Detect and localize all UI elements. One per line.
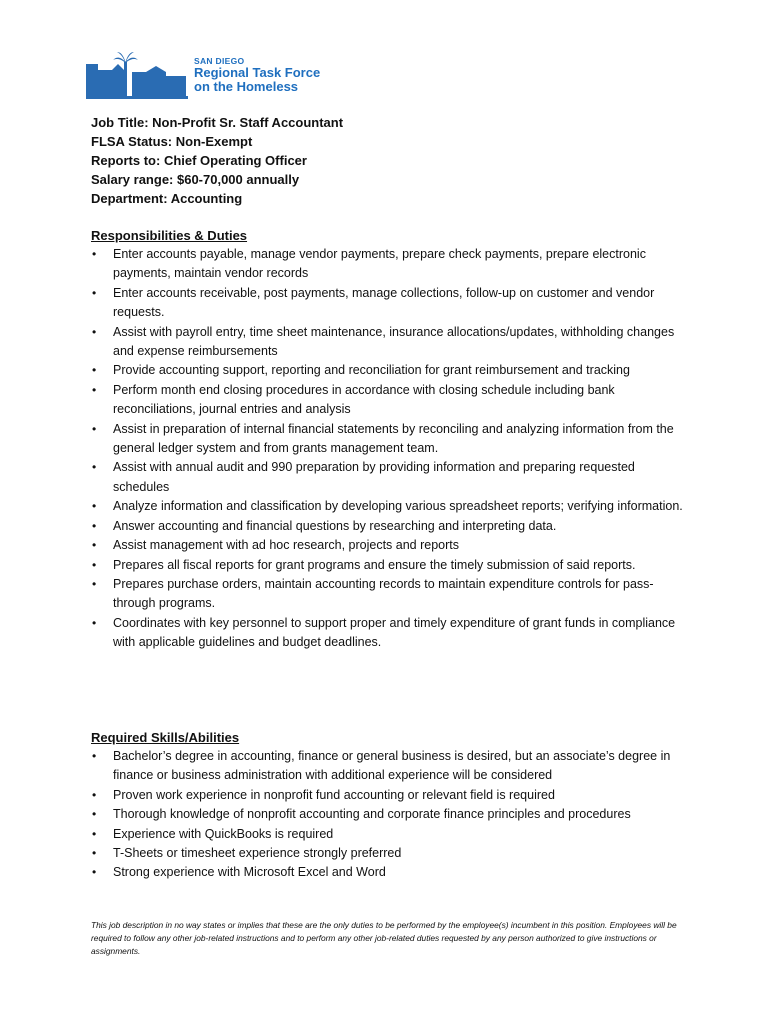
logo-wordmark [194,56,320,94]
logo-line-org-2: on the Homeless [194,79,299,94]
list-item: • Thorough knowledge of nonprofit accounting and corporate finance principles and procedures [91,805,691,824]
logo-line-city: SAN DIEGO [194,56,245,66]
responsibilities-list [91,245,691,653]
list-item: • Provide accounting support, reporting and reconciliation for grant reimbursement and tracking [91,361,691,380]
list-item: • Prepares all fiscal reports for grant programs and ensure the timely submission of said reports. [91,556,691,575]
flsa-status: FLSA Status: Non-Exempt [91,134,253,149]
list-item: • Assist with annual audit and 990 preparation by providing information and preparing requested schedules [91,458,691,497]
disclaimer-text: This job description in no way states or implies that these are the only duties to be performed by the employee(s) incumbent in this position. Employees will be required to follow any other job-related instructions and to perform any other job-related duties requested by any person authorized to give instructions or assignments. [91,920,677,956]
skills-section [91,728,691,883]
job-info-block [91,113,343,208]
skills-list [91,747,691,883]
skyline-palm-icon [86,50,190,100]
list-item: • Coordinates with key personnel to support proper and timely expenditure of grant funds in compliance with applicable guidelines and budget deadlines. [91,614,691,653]
list-item: • T-Sheets or timesheet experience strongly preferred [91,844,691,863]
list-item: • Perform month end closing procedures in accordance with closing schedule including bank reconciliations, journal entries and analysis [91,381,691,420]
skills-heading: Required Skills/Abilities [91,730,240,745]
responsibilities-section [91,226,691,653]
reports-to: Reports to: Chief Operating Officer [91,153,307,168]
department: Department: Accounting [91,191,243,206]
list-item: • Bachelor’s degree in accounting, finance or general business is desired, but an associate’s degree in finance or business administration with additional experience will be considered [91,747,691,786]
list-item: • Experience with QuickBooks is required [91,825,691,844]
list-item: • Prepares purchase orders, maintain accounting records to maintain expenditure controls for pass-through programs. [91,575,691,614]
list-item: • Assist with payroll entry, time sheet maintenance, insurance allocations/updates, withholding changes and expense reimbursements [91,323,691,362]
salary-range: Salary range: $60-70,000 annually [91,172,300,187]
list-item: • Assist in preparation of internal financial statements by reconciling and analyzing information from the general ledger system and from grants management team. [91,420,691,459]
list-item: • Answer accounting and financial questions by researching and interpreting data. [91,517,691,536]
list-item: • Strong experience with Microsoft Excel and Word [91,863,691,882]
list-item: • Proven work experience in nonprofit fund accounting or relevant field is required [91,786,691,805]
list-item: • Analyze information and classification by developing various spreadsheet reports; verifying information. [91,497,691,516]
logo-line-org: Regional Task Force [194,65,321,80]
organization-logo [86,50,326,100]
list-item: • Assist management with ad hoc research, projects and reports [91,536,691,555]
list-item: • Enter accounts receivable, post payments, manage collections, follow-up on customer and vendor requests. [91,284,691,323]
job-title: Job Title: Non-Profit Sr. Staff Accountant [91,115,344,130]
list-item: • Enter accounts payable, manage vendor payments, prepare check payments, prepare electronic payments, maintain vendor records [91,245,691,284]
responsibilities-heading: Responsibilities & Duties [91,228,248,243]
